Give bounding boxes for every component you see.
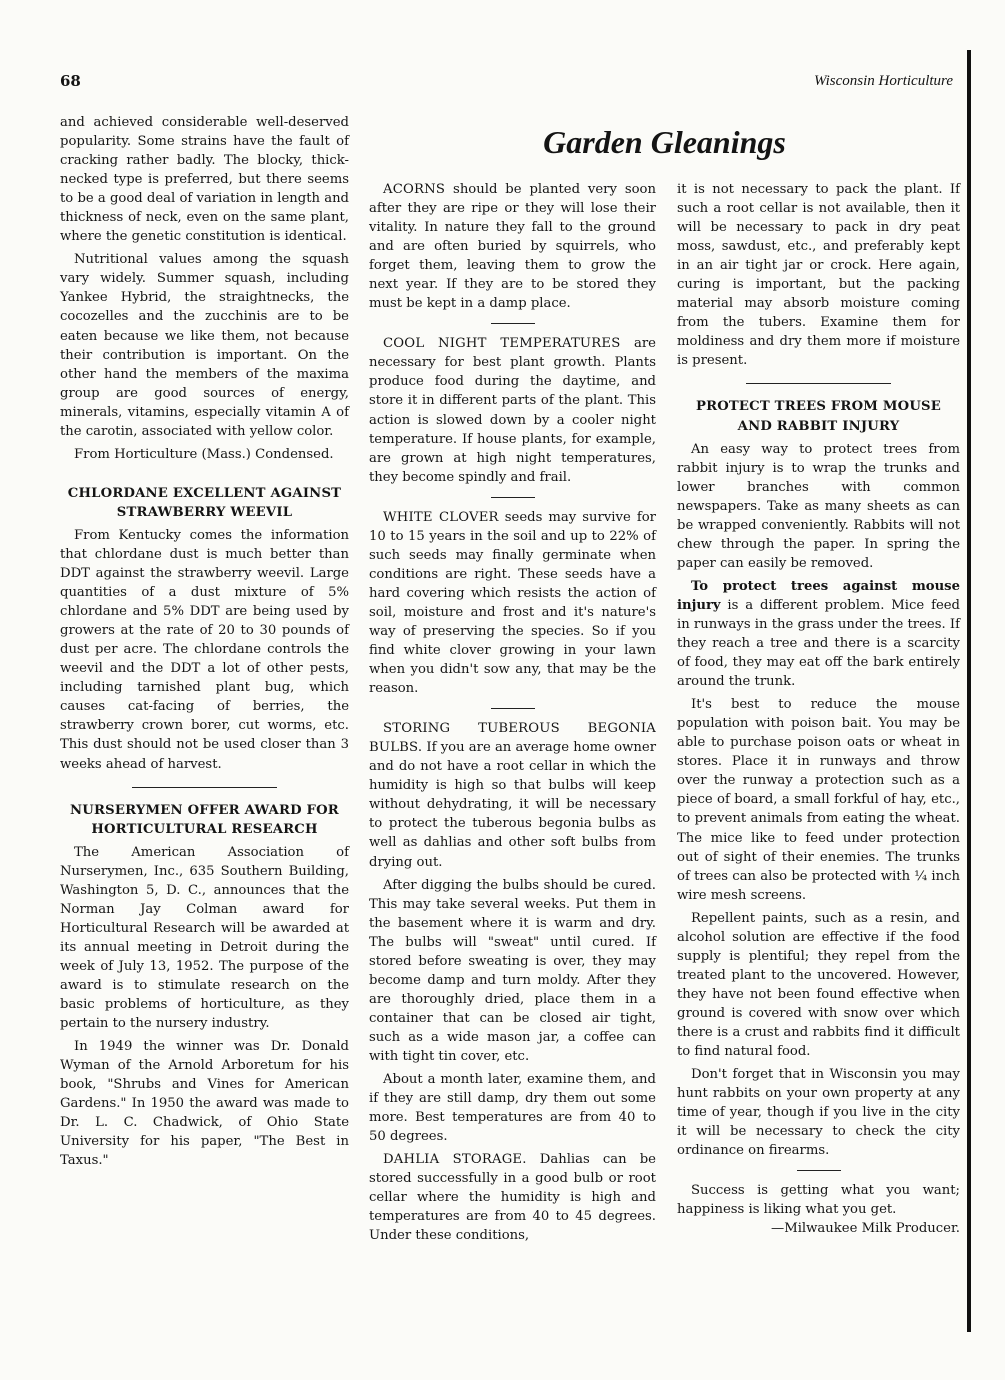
acorns-text: should be planted very soon after they are ripe or they will lose their vitality. In nature they fall to the ground and are often buried by squirrels, who forget them, leaving them to grow the next year. If they are to be stored they must be kept in a damp place. (369, 182, 656, 312)
mouse-lead: To protect trees against mouse injury (677, 578, 960, 613)
dahlia-text: Dahlias can be stored successfully in a good bulb or root cellar where the humidity is high and temperatures are from 40 to 45 degrees. Under these conditions, (369, 1152, 656, 1244)
protect-trees-heading: PROTECT TREES FROM MOUSE AND RABBIT INJURY (695, 399, 942, 434)
white-clover-item (369, 508, 656, 698)
acorns-lead: ACORNS (383, 182, 446, 197)
cool-night-item (369, 334, 656, 486)
begonia-text: If you are an average home owner and do not have a root cellar in which the humidity is high so that bulbs will keep without dehydrating, it will be necessary to protect the tuberous begonia bulbs as well as dahlias and other soft bulbs from drying out. (369, 740, 656, 870)
award-paragraph-1: The American Association of Nurserymen, Inc., 635 Southern Building, Washington 5, D. C., announces that the Norman Jay Colman award for Horticultural Research will be awarded at its annual meeting in Detroit during the week of July 13, 1952. The purpose of the award is to stimulate research on the basic problems of horticulture, as they pertain to the nursery industry. (60, 844, 349, 1032)
divider (491, 497, 535, 498)
acorns-item (369, 180, 656, 313)
divider (491, 323, 535, 324)
middle-column (369, 180, 656, 1245)
divider (491, 708, 535, 709)
dahlia-continued: it is not necessary to pack the plant. If such a root cellar is not available, then it will be necessary to pack in dry peat moss, sawdust, etc., and preferably kept in an air tight jar or crock. Here again, curing is important, but the packing material may absorb moisture coming from the tubers. Examine them for moldiness and dry them more if moisture is present. (677, 182, 960, 369)
hunting-paragraph: Don't forget that in Wisconsin you may hunt rabbits on your own property at any time of year, though if you live in the city it will be necessary to check the city ordinance on firearms. (677, 1067, 960, 1159)
white-clover-lead: WHITE CLOVER (383, 509, 499, 525)
mouse-text: is a different problem. Mice feed in runways in the grass under the trees. If they reach a tree and there is a scarcity of food, they may eat off the bark entirely around the trunk. (677, 597, 960, 690)
dahlia-item (369, 1150, 656, 1245)
award-paragraph-2: In 1949 the winner was Dr. Donald Wyman of the Arnold Arboretum for his book, "Shrubs and Vines for American Gardens." In 1950 the award was made to Dr. L. C. Chadwick, of Ohio State University for his paper, "The Best in Taxus." (60, 1039, 349, 1169)
begonia-item (369, 719, 656, 871)
page-number: 68 (60, 72, 81, 90)
cool-night-text: are necessary for best plant growth. Plants produce food during the daytime, and store it in different parts of the plant. This action is slowed down by a cooler night temperature. If house plants, for example, are grown at high night temperatures, they become spindly and frail. (369, 336, 656, 485)
squash-paragraph-1: and achieved considerable well-deserved popularity. Some strains have the fault of cracking rather badly. The blocky, thick-necked type is preferred, but there seems to be a good deal of variation in length and thickness of neck, even on the same plant, where the genetic constitution is identical. (60, 115, 349, 245)
squash-source: From Horticulture (Mass.) Condensed. (74, 446, 334, 462)
begonia-lead: STORING TUBEROUS BEGONIA BULBS. (369, 721, 656, 756)
repellent-paragraph: Repellent paints, such as a resin, and alcohol solution are effective if the food supply is plentiful; they repel from the treated plant to the uncovered. However, they have not been found effective when ground is covered with snow over which there is a crust and rabbits find it difficult to find natural food. (677, 910, 960, 1060)
quote: Success is getting what you want; happiness is liking what you get. (677, 1183, 960, 1218)
dahlia-lead: DAHLIA STORAGE. (383, 1152, 527, 1168)
quote-source: —Milwaukee Milk Producer. (771, 1221, 960, 1237)
running-head: Wisconsin Horticulture (813, 73, 953, 89)
divider (797, 1170, 841, 1171)
white-clover-text: seeds may survive for 10 to 15 years in the soil and up to 22% of such seeds may finally germinate when conditions are right. These seeds have a hard covering which resists the action of soil, moisture and frost and it's nature's way of preserving the species. So if you find white clover growing in your lawn when you didn't sow any, that may be the reason. (369, 509, 656, 697)
squash-paragraph-2: Nutritional values among the squash vary widely. Summer squash, including Yankee Hybrid, the straightnecks, the cocozelles and the zucchinis are to be eaten because we like them, not because their contribution is important. On the other hand the members of the maxima group are good sources of energy, minerals, vitamins, especially vitamin A of the carotin, associated with yellow color. (60, 252, 349, 439)
chlordane-heading: CHLORDANE EXCELLENT AGAINST STRAWBERRY WEEVIL (67, 485, 342, 520)
section-title: Garden Gleanings (543, 124, 786, 160)
award-heading: NURSERYMEN OFFER AWARD FOR HORTICULTURAL RESEARCH (70, 802, 339, 837)
cool-night-lead: COOL NIGHT TEMPERATURES (383, 336, 621, 352)
divider (746, 383, 891, 384)
begonia-paragraph-3: About a month later, examine them, and if they are still damp, dry them out some more. Best temperatures are from 40 to 50 degrees. (369, 1072, 656, 1145)
begonia-paragraph-2: After digging the bulbs should be cured. This may take several weeks. Put them in the basement where it is warm and dry. The bulbs will "sweat" until cured. If stored before sweating is over, they may become damp and turn moldy. After they are thoroughly dried, place them in a container that can be closed air tight, such as a wide mason jar, a coffee can with tight tin cover, etc. (369, 877, 656, 1064)
mouse-paragraph (677, 577, 960, 691)
margin-rule (967, 50, 971, 1332)
chlordane-paragraph: From Kentucky comes the information that chlordane dust is much better than DDT against the strawberry weevil. Large quantities of a dust mixture of 5% chlordane and 5% DDT are being used by growers at the rate of 20 to 30 pounds of dust per acre. The chlordane controls the weevil and the DDT a lot of other pests, including tarnished plant bug, which causes cat-facing of berries, the strawberry crown borer, cut worms, etc. This dust should not be used closer than 3 weeks ahead of harvest. (60, 527, 349, 772)
left-column (60, 113, 349, 1170)
poison-bait-paragraph: It's best to reduce the mouse population with poison bait. You may be able to purchase poison oats or wheat in stores. Place it in runways and throw over the runway a protection such as a piece of board, a small forkful of hay, etc., to prevent animals from eating the wheat. The mice like to feed under protection out of sight of their enemies. The trunks of trees can also be protected with ¼ inch wire mesh screens. (677, 697, 960, 903)
divider (132, 787, 277, 788)
right-column (677, 180, 960, 1238)
rabbit-paragraph: An easy way to protect trees from rabbit injury is to wrap the trunks and lower branches with common newspapers. Take as many sheets as can be wrapped conveniently. Rabbits will not chew through the paper. In spring the paper can easily be removed. (677, 441, 960, 571)
